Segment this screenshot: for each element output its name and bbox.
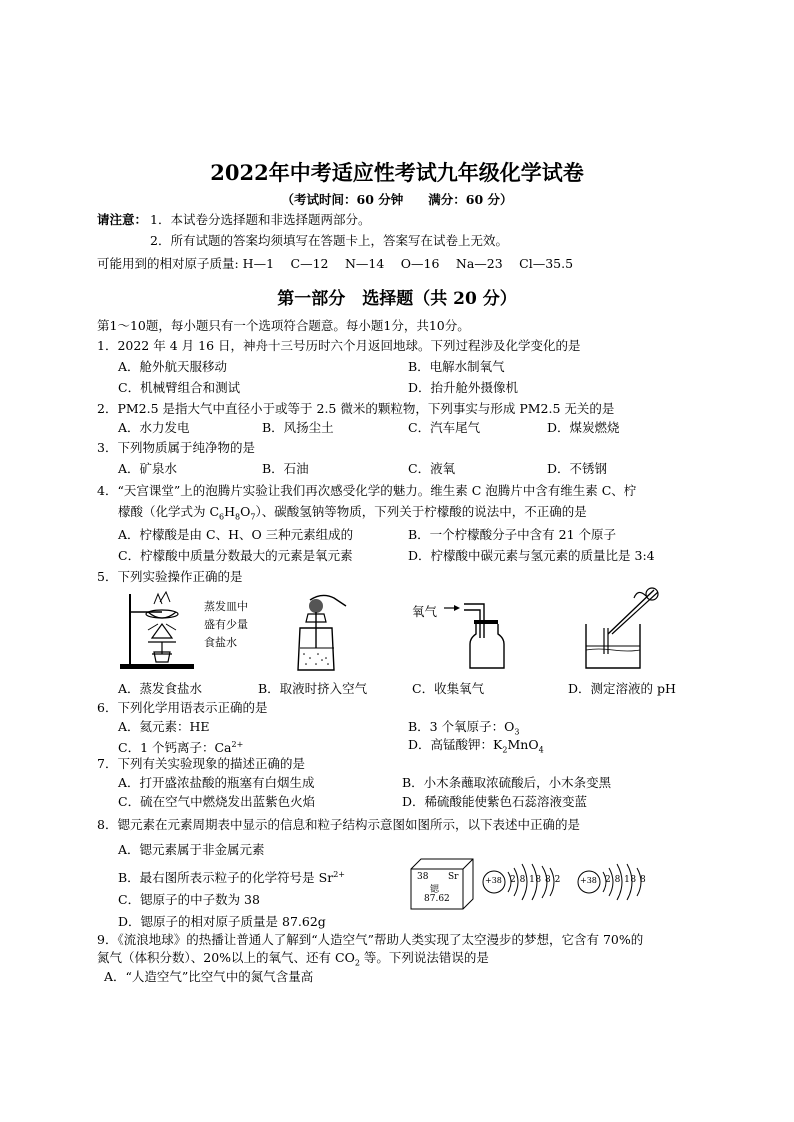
gas-collection-figure <box>440 598 520 678</box>
fig-a-label-line-1: 蒸发皿中 <box>204 600 248 613</box>
q8-option-d: D．锶原子的相对原子质量是 87.62g <box>118 914 326 929</box>
q2-option-b: B．风扬尘土 <box>262 420 334 435</box>
exam-title: 2022年中考适应性考试九年级化学试卷 <box>210 160 584 185</box>
element-name: 锶 <box>430 885 440 895</box>
q1-option-d: D．抬升舱外摄像机 <box>408 380 519 395</box>
q4-option-b: B．一个柠檬酸分子中含有 21 个原子 <box>408 527 617 542</box>
q9-stem-line-1: 9．《流浪地球》的热播让普通人了解到“人造空气”帮助人类实现了太空漫步的梦想，它含有 70%的 <box>97 932 644 947</box>
atom-electron-shells: 2 8 18 8 2 <box>510 875 561 885</box>
fig-c-oxygen-label: 氧气 <box>412 604 438 619</box>
q5-option-a: A．蒸发食盐水 <box>118 681 203 696</box>
q9-option-a: A．“人造空气”比空气中的氮气含量高 <box>104 969 314 984</box>
q3-option-c: C．液氧 <box>408 461 456 476</box>
q3-stem: 3．下列物质属于纯净物的是 <box>97 440 255 455</box>
q4-option-c: C．柠檬酸中质量分数最大的元素是氧元素 <box>118 548 353 563</box>
q7-option-b: B．小木条蘸取浓硫酸后，小木条变黑 <box>402 775 612 790</box>
fig-a-label-line-2: 盛有少量 <box>204 618 248 631</box>
q4-stem-line-1: 4．“天宫课堂”上的泡腾片实验让我们再次感受化学的魅力。维生素 C 泡腾片中含有维生素 C、柠 <box>97 483 637 498</box>
q8-stem: 8．锶元素在元素周期表中显示的信息和粒子结构示意图如图所示，以下表述中正确的是 <box>97 817 580 832</box>
q2-stem: 2．PM2.5 是指大气中直径小于或等于 2.5 微米的颗粒物，下列事实与形成 PM2.5 无关的是 <box>97 401 615 416</box>
q5-option-c: C．收集氧气 <box>412 681 485 696</box>
q3-option-b: B．石油 <box>262 461 309 476</box>
ph-test-figure <box>578 584 668 674</box>
atom-nucleus-charge: +38 <box>485 876 502 885</box>
notice-line-2: 2．所有试题的答案均须填写在答题卡上，答案写在试卷上无效。 <box>150 233 508 248</box>
q6-option-d: D．高锰酸钾：$K_2MnO_4$ <box>408 737 544 755</box>
q8-option-a: A．锶元素属于非金属元素 <box>118 842 265 857</box>
evaporation-apparatus-figure <box>118 590 198 672</box>
q7-stem: 7．下列有关实验现象的描述正确的是 <box>97 756 305 771</box>
q2-option-c: C．汽车尾气 <box>408 420 481 435</box>
q1-option-c: C．机械臂组合和测试 <box>118 380 241 395</box>
q6-option-b: B．3 个氧原子：$O_3$ <box>408 719 520 737</box>
q2-option-a: A．水力发电 <box>118 420 190 435</box>
q6-stem: 6．下列化学用语表示正确的是 <box>97 700 268 715</box>
q6-option-c: C．1 个钙离子：$Ca^{2+}$ <box>118 740 244 756</box>
q8-option-c: C．锶原子的中子数为 38 <box>118 892 260 907</box>
q7-option-a: A．打开盛浓盐酸的瓶塞有白烟生成 <box>118 775 315 790</box>
q9-stem-line-2: 氮气（体积分数）、20%以上的氧气、还有 $CO_2$ 等。下列说法错误的是 <box>97 950 489 968</box>
exam-subtitle: （考试时间：60 分钟 满分：60 分） <box>281 192 513 207</box>
q5-option-d: D．测定溶液的 pH <box>568 681 676 696</box>
notice-line-1: 1．本试卷分选择题和非选择题两部分。 <box>150 212 371 227</box>
q5-option-b: B．取液时挤入空气 <box>258 681 368 696</box>
notice-label: 请注意： <box>97 212 148 227</box>
element-symbol: Sr <box>448 872 459 882</box>
ion-nucleus-charge: +38 <box>580 876 597 885</box>
part-one-intro: 第1～10题，每小题只有一个选项符合题意。每小题1分，共10分。 <box>97 318 470 333</box>
ion-electron-shells: 2 8 18 8 <box>605 875 647 885</box>
element-atomic-number: 38 <box>417 872 429 882</box>
fig-a-label-line-3: 食盐水 <box>204 636 237 649</box>
atomic-masses: 可能用到的相对原子质量: H—1 C—12 N—14 O—16 Na—23 Cl—35.5 <box>97 256 574 271</box>
q6-option-a: A．氦元素：HE <box>118 719 210 734</box>
q4-stem-line-2: 檬酸（化学式为 $C_6H_8O_7$）、碳酸氢钠等物质，下列关于柠檬酸的说法中，不正确的是 <box>118 504 587 522</box>
q1-stem: 1．2022 年 4 月 16 日，神舟十三号历时六个月返回地球。下列过程涉及化学变化的是 <box>97 338 581 353</box>
q7-option-c: C．硫在空气中燃烧发出蓝紫色火焰 <box>118 794 316 809</box>
q3-option-d: D．不锈钢 <box>547 461 608 476</box>
q1-option-b: B．电解水制氧气 <box>408 359 505 374</box>
q2-option-d: D．煤炭燃烧 <box>547 420 620 435</box>
element-atomic-mass: 87.62 <box>424 894 450 904</box>
q4-option-d: D．柠檬酸中碳元素与氢元素的质量比是 3:4 <box>408 548 655 563</box>
q4-option-a: A．柠檬酸是由 C、H、O 三种元素组成的 <box>118 527 354 542</box>
q7-option-d: D．稀硫酸能使紫色石蕊溶液变蓝 <box>402 794 588 809</box>
q8-option-b: B．最右图所表示粒子的化学符号是 $Sr^{2+}$ <box>118 870 345 886</box>
q5-stem: 5．下列实验操作正确的是 <box>97 569 243 584</box>
dropper-bottle-figure <box>288 592 368 672</box>
q3-option-a: A．矿泉水 <box>118 461 178 476</box>
q1-option-a: A．舱外航天服移动 <box>118 359 228 374</box>
part-one-title: 第一部分 选择题（共 20 分） <box>277 289 517 309</box>
